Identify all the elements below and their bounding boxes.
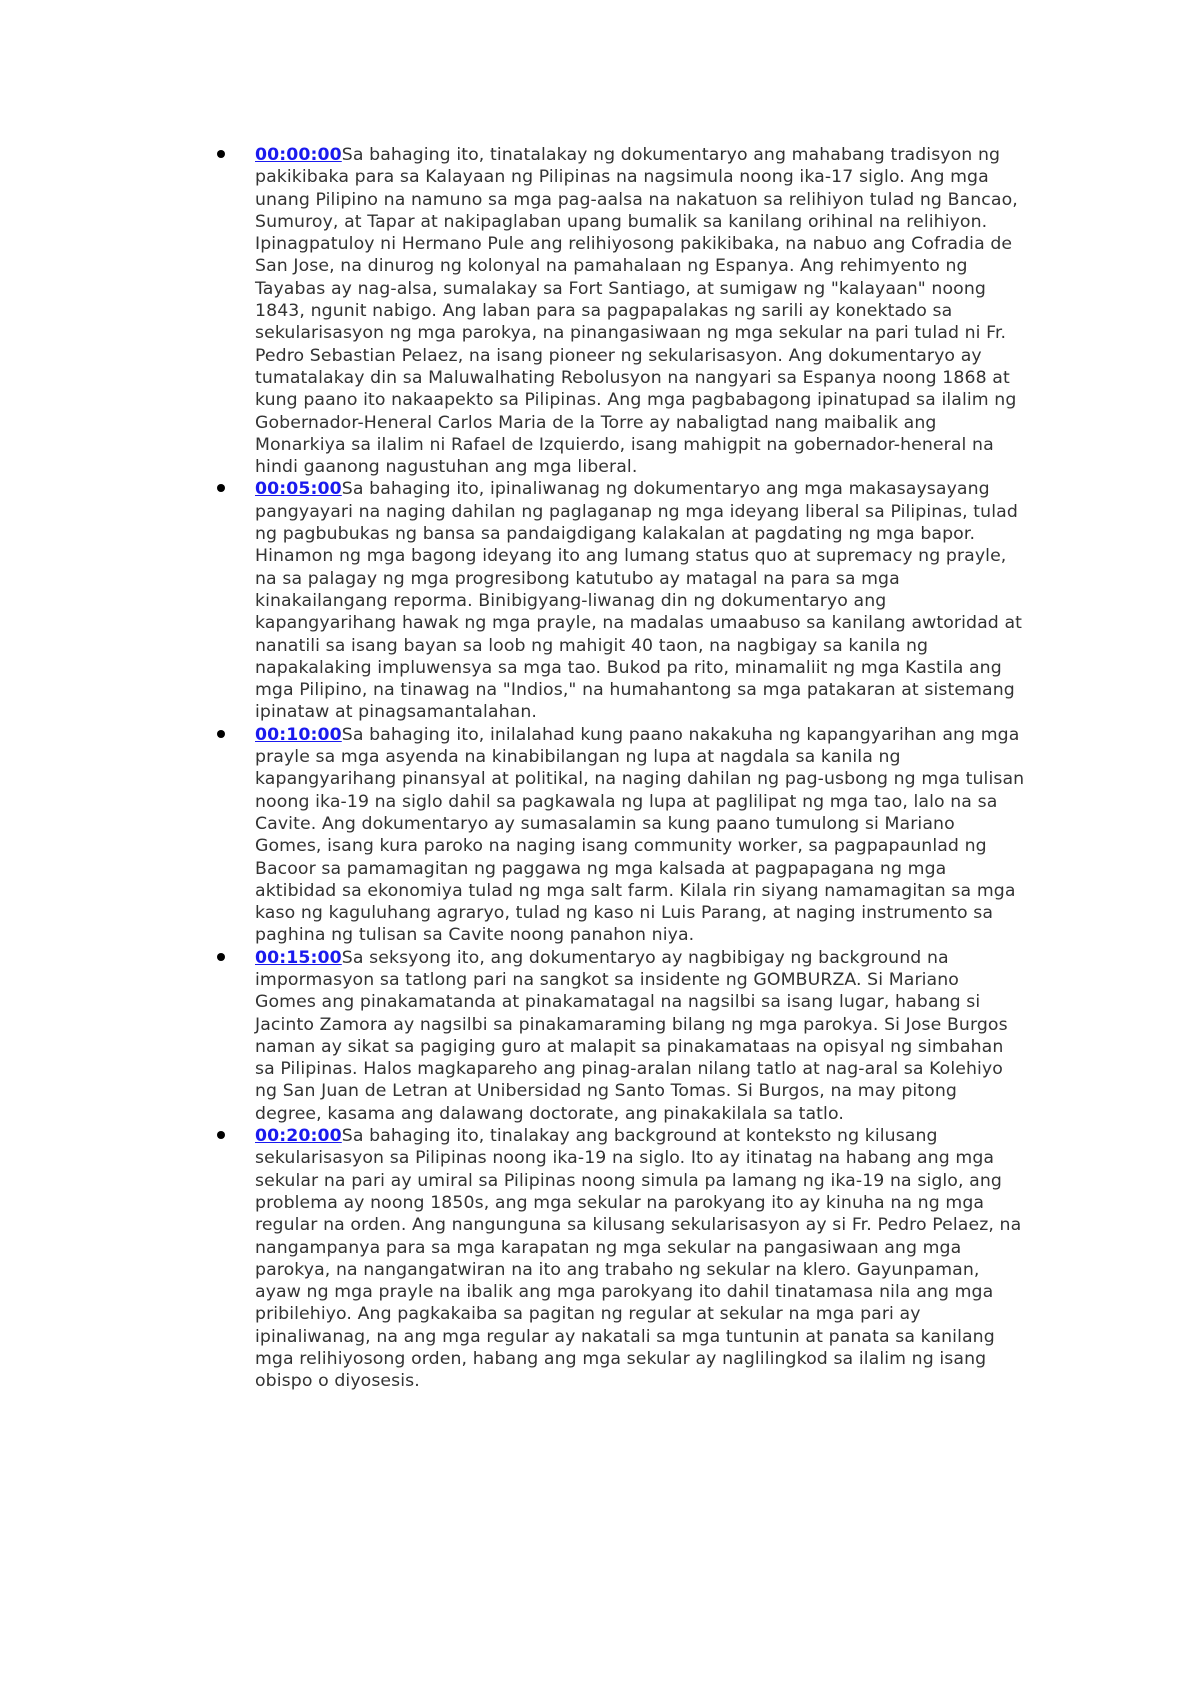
bullet-icon: [217, 953, 225, 961]
timestamp-link[interactable]: 00:15:00: [255, 947, 342, 968]
entry-text: Sa bahaging ito, tinalakay ang background at konteksto ng kilusang sekularisasyon sa Pilipinas noong ika-19 na siglo. Ito ay itinatag na habang ang mga sekular na pari ay umiral sa Pilipinas noong simula pa lamang ng ika-19 na siglo, ang problema ay noong 1850s, ang mga sekular na parokyang ito ay kinuha na ng mga regular na orden. Ang nangunguna sa kilusang sekularisasyon ay si Fr. Pedro Pelaez, na nangampanya para sa mga karapatan ng mga sekular na pangasiwaan ang mga parokya, na nangangatwiran na ito ang trabaho ng sekular na klero. Gayunpaman, ayaw ng mga prayle na ibalik ang mga parokyang ito dahil tinatamasa nila ang mga pribilehiyo. Ang pagkakaiba sa pagitan ng regular at sekular na mga pari ay ipinaliwanag, na ang mga regular ay nakatali sa mga tuntunin at panata sa kanilang mga relihiyosong orden, habang ang mga sekular ay naglilingkod sa ilalim ng isang obispo o diyosesis.: [255, 1126, 1022, 1392]
entry-text: Sa bahaging ito, inilalahad kung paano nakakuha ng kapangyarihan ang mga prayle sa mga asyenda na kinabibilangan ng lupa at nagdala sa kanila ng kapangyarihang pinansyal at politikal, na naging dahilan ng pag-usbong ng mga tulisan noong ika-19 na siglo dahil sa pagkawala ng lupa at paglilipat ng mga tao, lalo na sa Cavite. Ang dokumentaryo ay sumasalamin sa kung paano tumulong si Mariano Gomes, isang kura paroko na naging isang community worker, sa pagpapaunlad ng Bacoor sa pamamagitan ng paggawa ng mga kalsada at pagpapagana ng mga aktibidad sa ekonomiya tulad ng mga salt farm. Kilala rin siyang namamagitan sa mga kaso ng kaguluhang agraryo, tulad ng kaso ni Luis Parang, at naging instrumento sa paghina ng tulisan sa Cavite noong panahon niya.: [255, 724, 1025, 946]
timestamp-link[interactable]: 00:10:00: [255, 724, 342, 745]
timestamp-link[interactable]: 00:05:00: [255, 479, 342, 500]
list-item: [0, 724, 1025, 947]
bullet-icon: [217, 730, 225, 738]
timestamp-link[interactable]: 00:20:00: [255, 1126, 342, 1147]
bullet-icon: [217, 1131, 225, 1139]
entry-text: Sa bahaging ito, ipinaliwanag ng dokumentaryo ang mga makasaysayang pangyayari na naging dahilan ng paglaganap ng mga ideyang liberal sa Pilipinas, tulad ng pagbubukas ng bansa sa pandaigdigang kalakalan at pagdating ng mga bapor. Hinamon ng mga bagong ideyang ito ang lumang status quo at supremacy ng prayle, na sa palagay ng mga progresibong katutubo ay matagal na para sa mga kinakailangang reporma. Binibigyang-liwanag din ng dokumentaryo ang kapangyarihang hawak ng mga prayle, na madalas umaabuso sa kanilang awtoridad at nanatili sa isang bayan sa loob ng mahigit 40 taon, na nagbigay sa kanila ng napakalaking impluwensya sa mga tao. Bukod pa rito, minamaliit ng mga Kastila ang mga Pilipino, na tinawag na "Indios," na humahantong sa mga patakaran at sistemang ipinataw at pinagsamantalahan.: [255, 479, 1023, 723]
entry-text: Sa seksyong ito, ang dokumentaryo ay nagbibigay ng background na impormasyon sa tatlong pari na sangkot sa insidente ng GOMBURZA. Si Mariano Gomes ang pinakamatanda at pinakamatagal na nagsilbi sa isang lugar, habang si Jacinto Zamora ay nagsilbi sa pinakamaraming bilang ng mga parokya. Si Jose Burgos naman ay sikat sa pagiging guro at malapit sa pinakamataas na opisyal ng simbahan sa Pilipinas. Halos magkapareho ang pinag-aralan nilang tatlo at nag-aral sa Kolehiyo ng San Juan de Letran at Unibersidad ng Santo Tomas. Si Burgos, na may pitong degree, kasama ang dalawang doctorate, ang pinakakilala sa tatlo.: [255, 947, 1008, 1124]
bullet-icon: [217, 484, 225, 492]
list-item: [0, 144, 1025, 478]
list-item: [0, 1125, 1025, 1393]
summary-list: [0, 144, 1025, 1393]
list-item: [0, 478, 1025, 723]
list-item: [0, 947, 1025, 1125]
bullet-icon: [217, 150, 225, 158]
timestamp-link[interactable]: 00:00:00: [255, 145, 342, 165]
entry-text: Sa bahaging ito, tinatalakay ng dokumentaryo ang mahabang tradisyon ng pakikibaka para sa Kalayaan ng Pilipinas na nagsimula noong ika-17 siglo. Ang mga unang Pilipino na namuno sa mga pag-aalsa na nakatuon sa relihiyon tulad ng Bancao, Sumuroy, at Tapar at nakipaglaban upang bumalik sa kanilang orihinal na relihiyon. Ipinagpatuloy ni Hermano Pule ang relihiyosong pakikibaka, na nabuo ang Cofradia de San Jose, na dinurog ng kolonyal na pamahalaan ng Espanya. Ang rehimyento ng Tayabas ay nag-alsa, sumalakay sa Fort Santiago, at sumigaw ng "kalayaan" noong 1843, ngunit nabigo. Ang laban para sa pagpapalakas ng sarili ay konektado sa sekularisasyon ng mga parokya, na pinangasiwaan ng mga sekular na pari tulad ni Fr. Pedro Sebastian Pelaez, na isang pioneer ng sekularisasyon. Ang dokumentaryo ay tumatalakay din sa Maluwalhating Rebolusyon na nangyari sa Espanya noong 1868 at kung paano ito nakaapekto sa Pilipinas. Ang mga pagbabagong ipinatupad sa ilalim ng Gobernador-Heneral Carlos Maria de la Torre ay nabaligtad nang maibalik ang Monarkiya sa ilalim ni Rafael de Izquierdo, isang mahigpit na gobernador-heneral na hindi gaanong nagustuhan ang mga liberal.: [255, 145, 1018, 478]
